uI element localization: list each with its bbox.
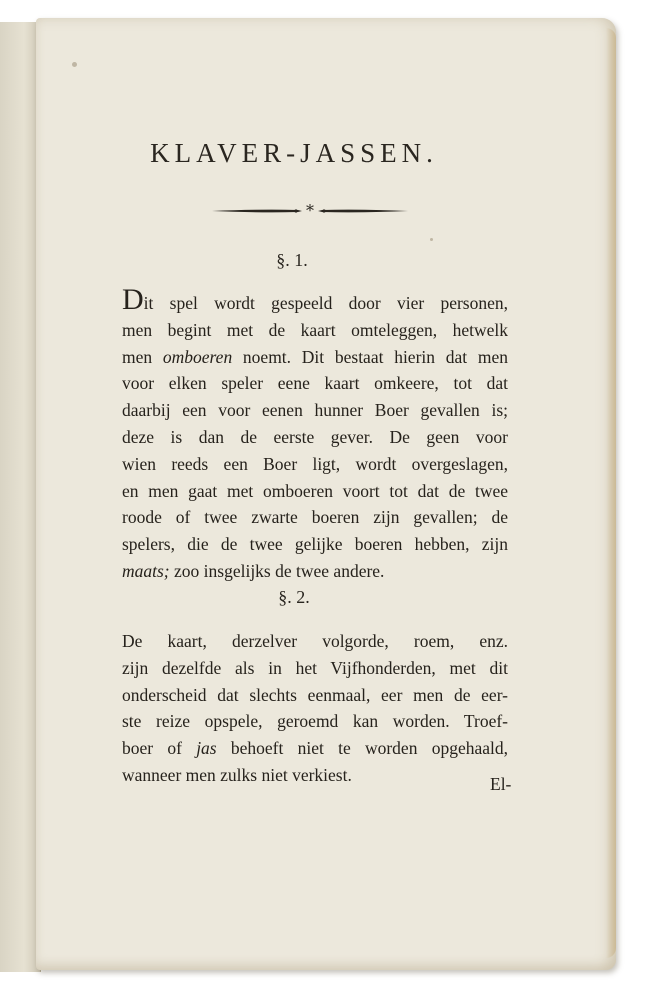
section-number-2: §. 2. (278, 587, 310, 607)
text-line: wien reeds een Boer ligt, wordt overgeslagen, (122, 453, 508, 474)
foxing-spot (430, 238, 433, 241)
page-edge-shading (606, 28, 616, 958)
ornament-divider (210, 202, 410, 220)
svg-text:*: * (306, 202, 314, 220)
text-line: deze is dan de eerste gever. De geen voor (122, 426, 508, 447)
line-text: noemt. Dit bestaat hierin dat men (232, 346, 508, 367)
line-text: boer of (122, 738, 197, 759)
text-line (122, 735, 508, 762)
text-line: zijn dezelfde als in het Vijfhonderden, met dit (122, 657, 508, 678)
line-text: men (122, 346, 163, 367)
page-title: KLAVER-JASSEN. (150, 138, 438, 168)
line-text: it spel wordt gespeeld door vier personen, (143, 293, 508, 313)
text-line: daarbij een voor eenen hunner Boer gevallen is; (122, 400, 508, 421)
drop-cap: D (122, 283, 144, 316)
text-line: roode of twee zwarte boeren zijn gevallen; de (122, 507, 508, 528)
facing-page-edge (0, 22, 41, 972)
foxing-spot (72, 62, 77, 67)
catchword: El- (490, 774, 512, 794)
text-line (122, 344, 508, 371)
section-1-paragraph (122, 283, 508, 585)
text-line: De kaart, derzelver volgorde, roem, enz. (122, 631, 508, 651)
text-line: ste reize opspele, geroemd kan worden. Troef- (122, 711, 508, 732)
italic-term: jas (196, 738, 217, 759)
text-line: onderscheid dat slechts eenmaal, eer men de eer- (122, 684, 508, 705)
section-2-paragraph (122, 628, 508, 789)
italic-term: maats; (122, 560, 170, 581)
text-line: wanneer men zulks niet verkiest. (122, 764, 352, 785)
text-line (122, 283, 508, 317)
text-line (122, 558, 508, 585)
section-number-1: §. 1. (276, 250, 308, 270)
italic-term: omboeren (162, 346, 233, 367)
text-line: spelers, die de twee gelijke boeren hebben, zijn (122, 534, 508, 555)
line-text: behoeft niet te worden opgehaald, (216, 738, 508, 759)
text-line: en men gaat met omboeren voort tot dat de twee (122, 480, 508, 501)
text-line: voor elken speler eene kaart omkeere, tot dat (122, 373, 508, 394)
text-line: men begint met de kaart omteleggen, hetwelk (122, 319, 508, 340)
line-text: zoo insgelijks de twee andere. (169, 560, 385, 581)
